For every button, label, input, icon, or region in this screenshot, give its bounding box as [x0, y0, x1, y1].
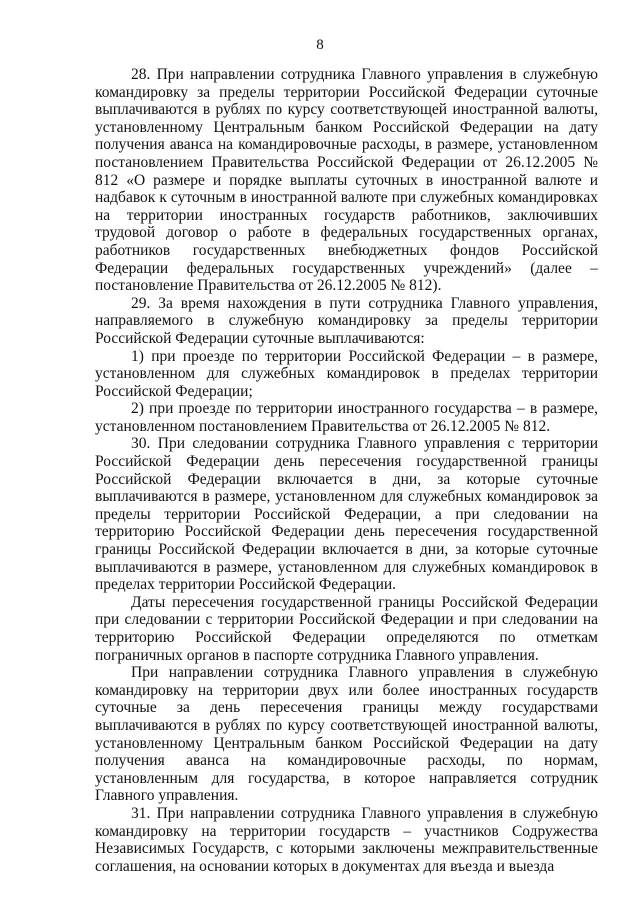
page-number: 8: [316, 37, 324, 53]
paragraph-30-border-dates: Даты пересечения государственной границы Российской Федерации при следовании с территории Российской Федерации и при следовании на территорию Российской Федерации определяются по отметкам пограничных органов в паспорте сотрудника Главного управления.: [95, 593, 598, 664]
paragraph-31: 31. При направлении сотрудника Главного управления в служебную командировку на территории государств – участников Содружества Независимых Государств, с которыми заключены межправительственные соглашения, на основании которых в документах для въезда и выезда: [95, 804, 598, 875]
paragraph-30: 30. При следовании сотрудника Главного управления с территории Российской Федерации день пересечения государственной границы Российской Федерации включается в дни, за которые суточные выплачиваются в размере, установленном для служебных командировок за пределы территории Российской Федерации, а при следовании на территорию Российской Федерации день пересечения государственной границы Российской Федерации включается в дни, за которые суточные выплачиваются в размере, установленном для служебных командировок в пределах территории Российской Федерации.: [95, 435, 598, 594]
paragraph-28: 28. При направлении сотрудника Главного управления в служебную командировку за пределы территории Российской Федерации суточные выплачиваются в рублях по курсу соответствующей иностранной валюты, установленному Центральным банком Российской Федерации на дату получения аванса на командировочные расходы, в размере, установленном постановлением Правительства Российской Федерации от 26.12.2005 № 812 «О размере и порядке выплаты суточных в иностранной валюте и надбавок к суточным в иностранной валюте при служебных командировках на территории иностранных государств работников, заключивших трудовой договор о работе в федеральных государственных органах, работников государственных внебюджетных фондов Российской Федерации федеральных государственных учреждений» (далее – постановление Правительства от 26.12.2005 № 812).: [95, 66, 598, 295]
paragraph-29-item-1: 1) при проезде по территории Российской Федерации – в размере, установленном для служебных командировок в пределах территории Российской Федерации;: [95, 347, 598, 400]
paragraph-29: 29. За время нахождения в пути сотрудника Главного управления, направляемого в служебную командировку за пределы территории Российской Федерации суточные выплачиваются:: [95, 294, 598, 347]
document-body: [95, 66, 598, 875]
paragraph-29-item-2: 2) при проезде по территории иностранного государства – в размере, установленном постановлением Правительства от 26.12.2005 № 812.: [95, 400, 598, 435]
paragraph-30-multiple-states: При направлении сотрудника Главного управления в служебную командировку на территории двух или более иностранных государств суточные за день пересечения границы между государствами выплачиваются в рублях по курсу соответствующей иностранной валюты, установленному Центральным банком Российской Федерации на дату получения аванса на командировочные расходы, по нормам, установленным для государства, в которое направляется сотрудник Главного управления.: [95, 664, 598, 805]
